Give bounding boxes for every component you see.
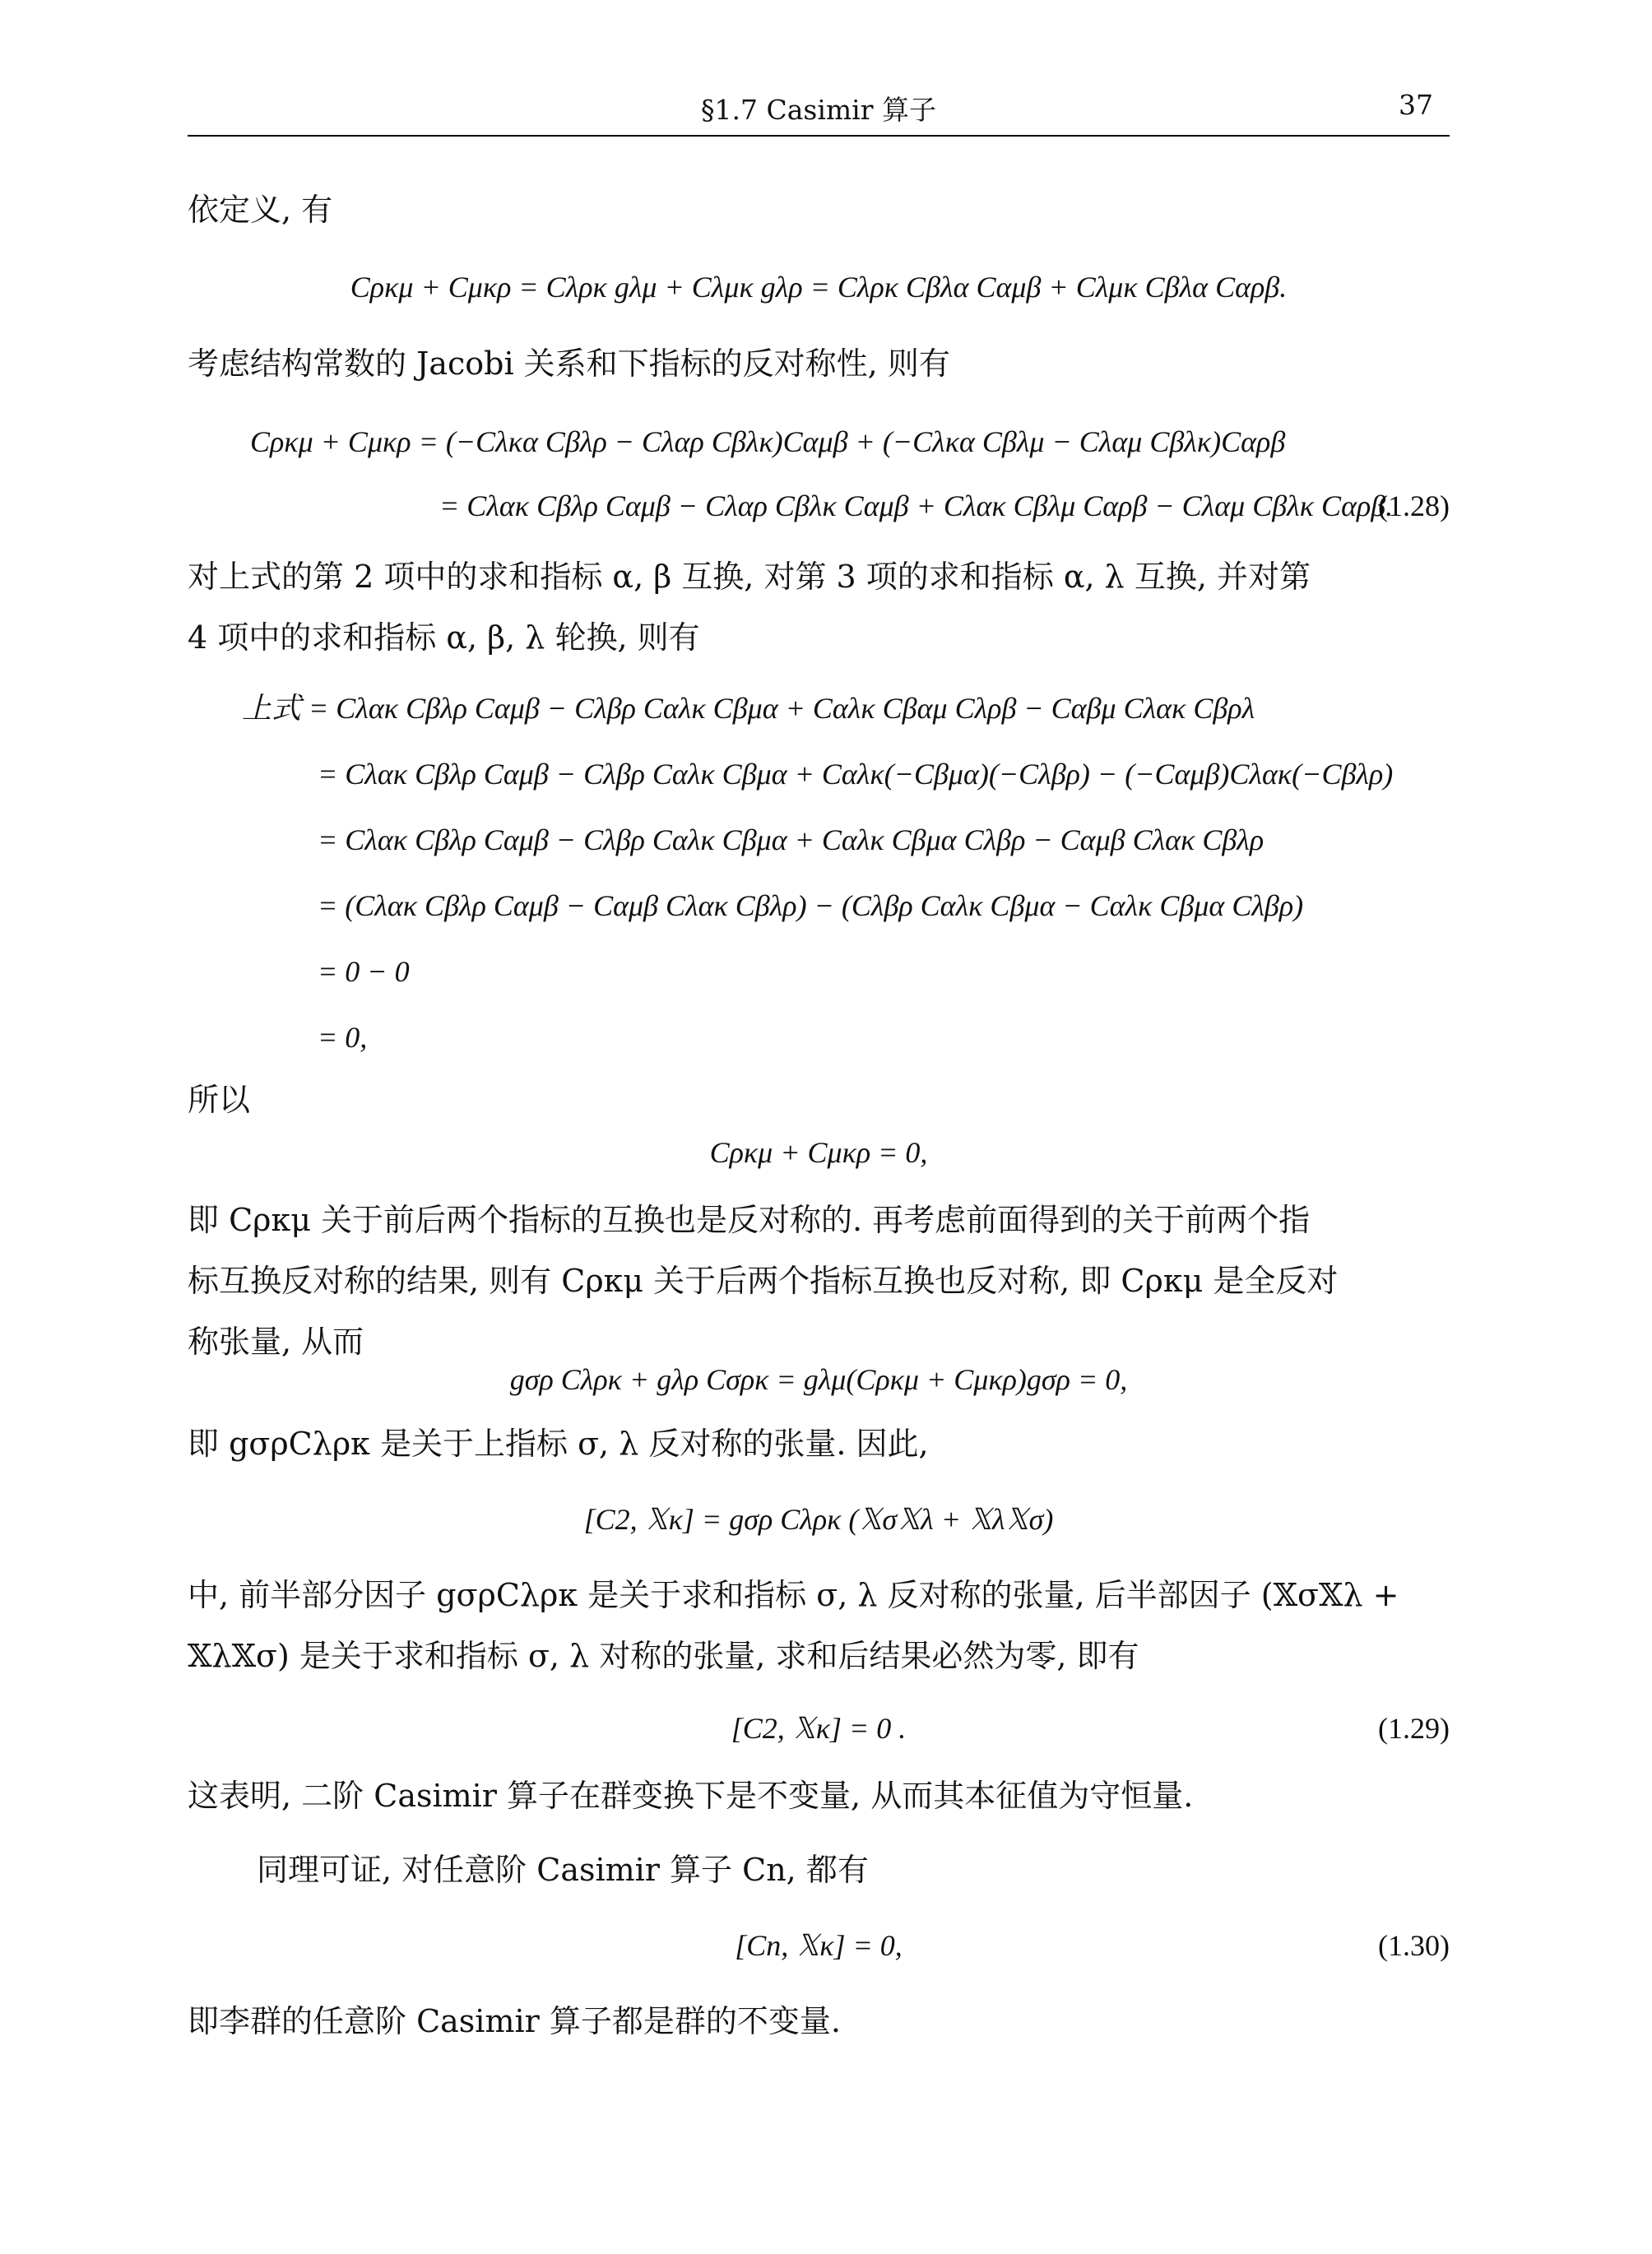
paragraph: 𝕏λ𝕏σ) 是关于求和指标 σ, λ 对称的张量, 求和后结果必然为零, 即有 bbox=[188, 1638, 1139, 1674]
paragraph: 标互换反对称的结果, 则有 Cρκμ 关于后两个指标互换也反对称, 即 Cρκμ 是全反对 bbox=[188, 1263, 1339, 1299]
page-number: 37 bbox=[1399, 89, 1433, 121]
equation-body: [C2, 𝕏κ] = gσρ Cλρκ (𝕏σ𝕏λ + 𝕏λ𝕏σ) bbox=[583, 1503, 1054, 1536]
paragraph: 4 项中的求和指标 α, β, λ 轮换, 则有 bbox=[188, 619, 700, 656]
equation bbox=[188, 1359, 1450, 1400]
equation-body: [C2, 𝕏κ] = 0 . bbox=[731, 1712, 907, 1745]
equation-1-30 bbox=[188, 1925, 1450, 1966]
paragraph: 依定义, 有 bbox=[188, 192, 333, 228]
equation-block bbox=[188, 688, 1450, 1083]
equation-1-29 bbox=[188, 1708, 1450, 1749]
equation-body: gσρ Cλρκ + gλρ Cσρκ = gλμ(Cρκμ + Cμκρ)gσρ = 0, bbox=[509, 1363, 1128, 1396]
equation-number: (1.29) bbox=[1378, 1712, 1450, 1745]
paragraph: 这表明, 二阶 Casimir 算子在群变换下是不变量, 从而其本征值为守恒量. bbox=[188, 1778, 1194, 1814]
equation-body: Cρκμ + Cμκρ = Cλρκ gλμ + Cλμκ gλρ = Cλρκ Cβλα Cαμβ + Cλμκ Cβλα Cαρβ. bbox=[350, 271, 1288, 304]
paragraph: 中, 前半部分因子 gσρCλρκ 是关于求和指标 σ, λ 反对称的张量, 后半部因子 (𝕏σ𝕏λ + bbox=[188, 1577, 1399, 1613]
equation-line: 上式 = Cλακ Cβλρ Cαμβ − Cλβρ Cαλκ Cβμα + Cαλκ Cβαμ Cλρβ − Cαβμ Cλακ Cβρλ bbox=[242, 692, 1255, 725]
equation-line: Cρκμ + Cμκρ = (−Cλκα Cβλρ − Cλαρ Cβλκ)Cαμβ + (−Cλκα Cβλμ − Cλαμ Cβλκ)Cαρβ bbox=[250, 425, 1286, 458]
equation-line: = (Cλακ Cβλρ Cαμβ − Cαμβ Cλακ Cβλρ) − (Cλβρ Cαλκ Cβμα − Cαλκ Cβμα Cλβρ) bbox=[318, 889, 1304, 922]
equation-line: = Cλακ Cβλρ Cαμβ − Cλβρ Cαλκ Cβμα + Cαλκ(−Cβμα)(−Cλβρ) − (−Cαμβ)Cλακ(−Cβλρ) bbox=[318, 758, 1394, 791]
equation-line: = 0 − 0 bbox=[318, 955, 410, 988]
paragraph: 即 gσρCλρκ 是关于上指标 σ, λ 反对称的张量. 因此, bbox=[188, 1426, 929, 1462]
equation-number: (1.28) bbox=[1378, 489, 1450, 522]
paragraph: 称张量, 从而 bbox=[188, 1324, 364, 1360]
equation bbox=[188, 267, 1450, 308]
equation-line: = Cλακ Cβλρ Cαμβ − Cλαρ Cβλκ Cαμβ + Cλακ Cβλμ Cαρβ − Cλαμ Cβλκ Cαρβ. bbox=[439, 489, 1394, 522]
equation-body: [Cn, 𝕏κ] = 0, bbox=[735, 1929, 903, 1962]
running-header bbox=[188, 89, 1450, 137]
equation bbox=[188, 1132, 1450, 1173]
paragraph: 所以 bbox=[188, 1082, 251, 1118]
paragraph: 同理可证, 对任意阶 Casimir 算子 Cn, 都有 bbox=[257, 1852, 869, 1888]
equation-1-28 bbox=[188, 421, 1450, 526]
equation-line: = Cλακ Cβλρ Cαμβ − Cλβρ Cαλκ Cβμα + Cαλκ Cβμα Cλβρ − Cαμβ Cλακ Cβλρ bbox=[318, 823, 1265, 856]
running-title: §1.7 Casimir 算子 bbox=[701, 94, 936, 126]
equation-line: = 0, bbox=[318, 1021, 368, 1054]
equation-body: Cρκμ + Cμκρ = 0, bbox=[709, 1136, 928, 1169]
paragraph: 即 Cρκμ 关于前后两个指标的互换也是反对称的. 再考虑前面得到的关于前两个指 bbox=[188, 1202, 1311, 1238]
equation-number: (1.30) bbox=[1378, 1929, 1450, 1962]
paragraph: 考虑结构常数的 Jacobi 关系和下指标的反对称性, 则有 bbox=[188, 346, 950, 382]
paragraph: 即李群的任意阶 Casimir 算子都是群的不变量. bbox=[188, 2003, 841, 2039]
paragraph: 对上式的第 2 项中的求和指标 α, β 互换, 对第 3 项的求和指标 α, λ 互换, 并对第 bbox=[188, 559, 1311, 595]
equation bbox=[188, 1499, 1450, 1540]
